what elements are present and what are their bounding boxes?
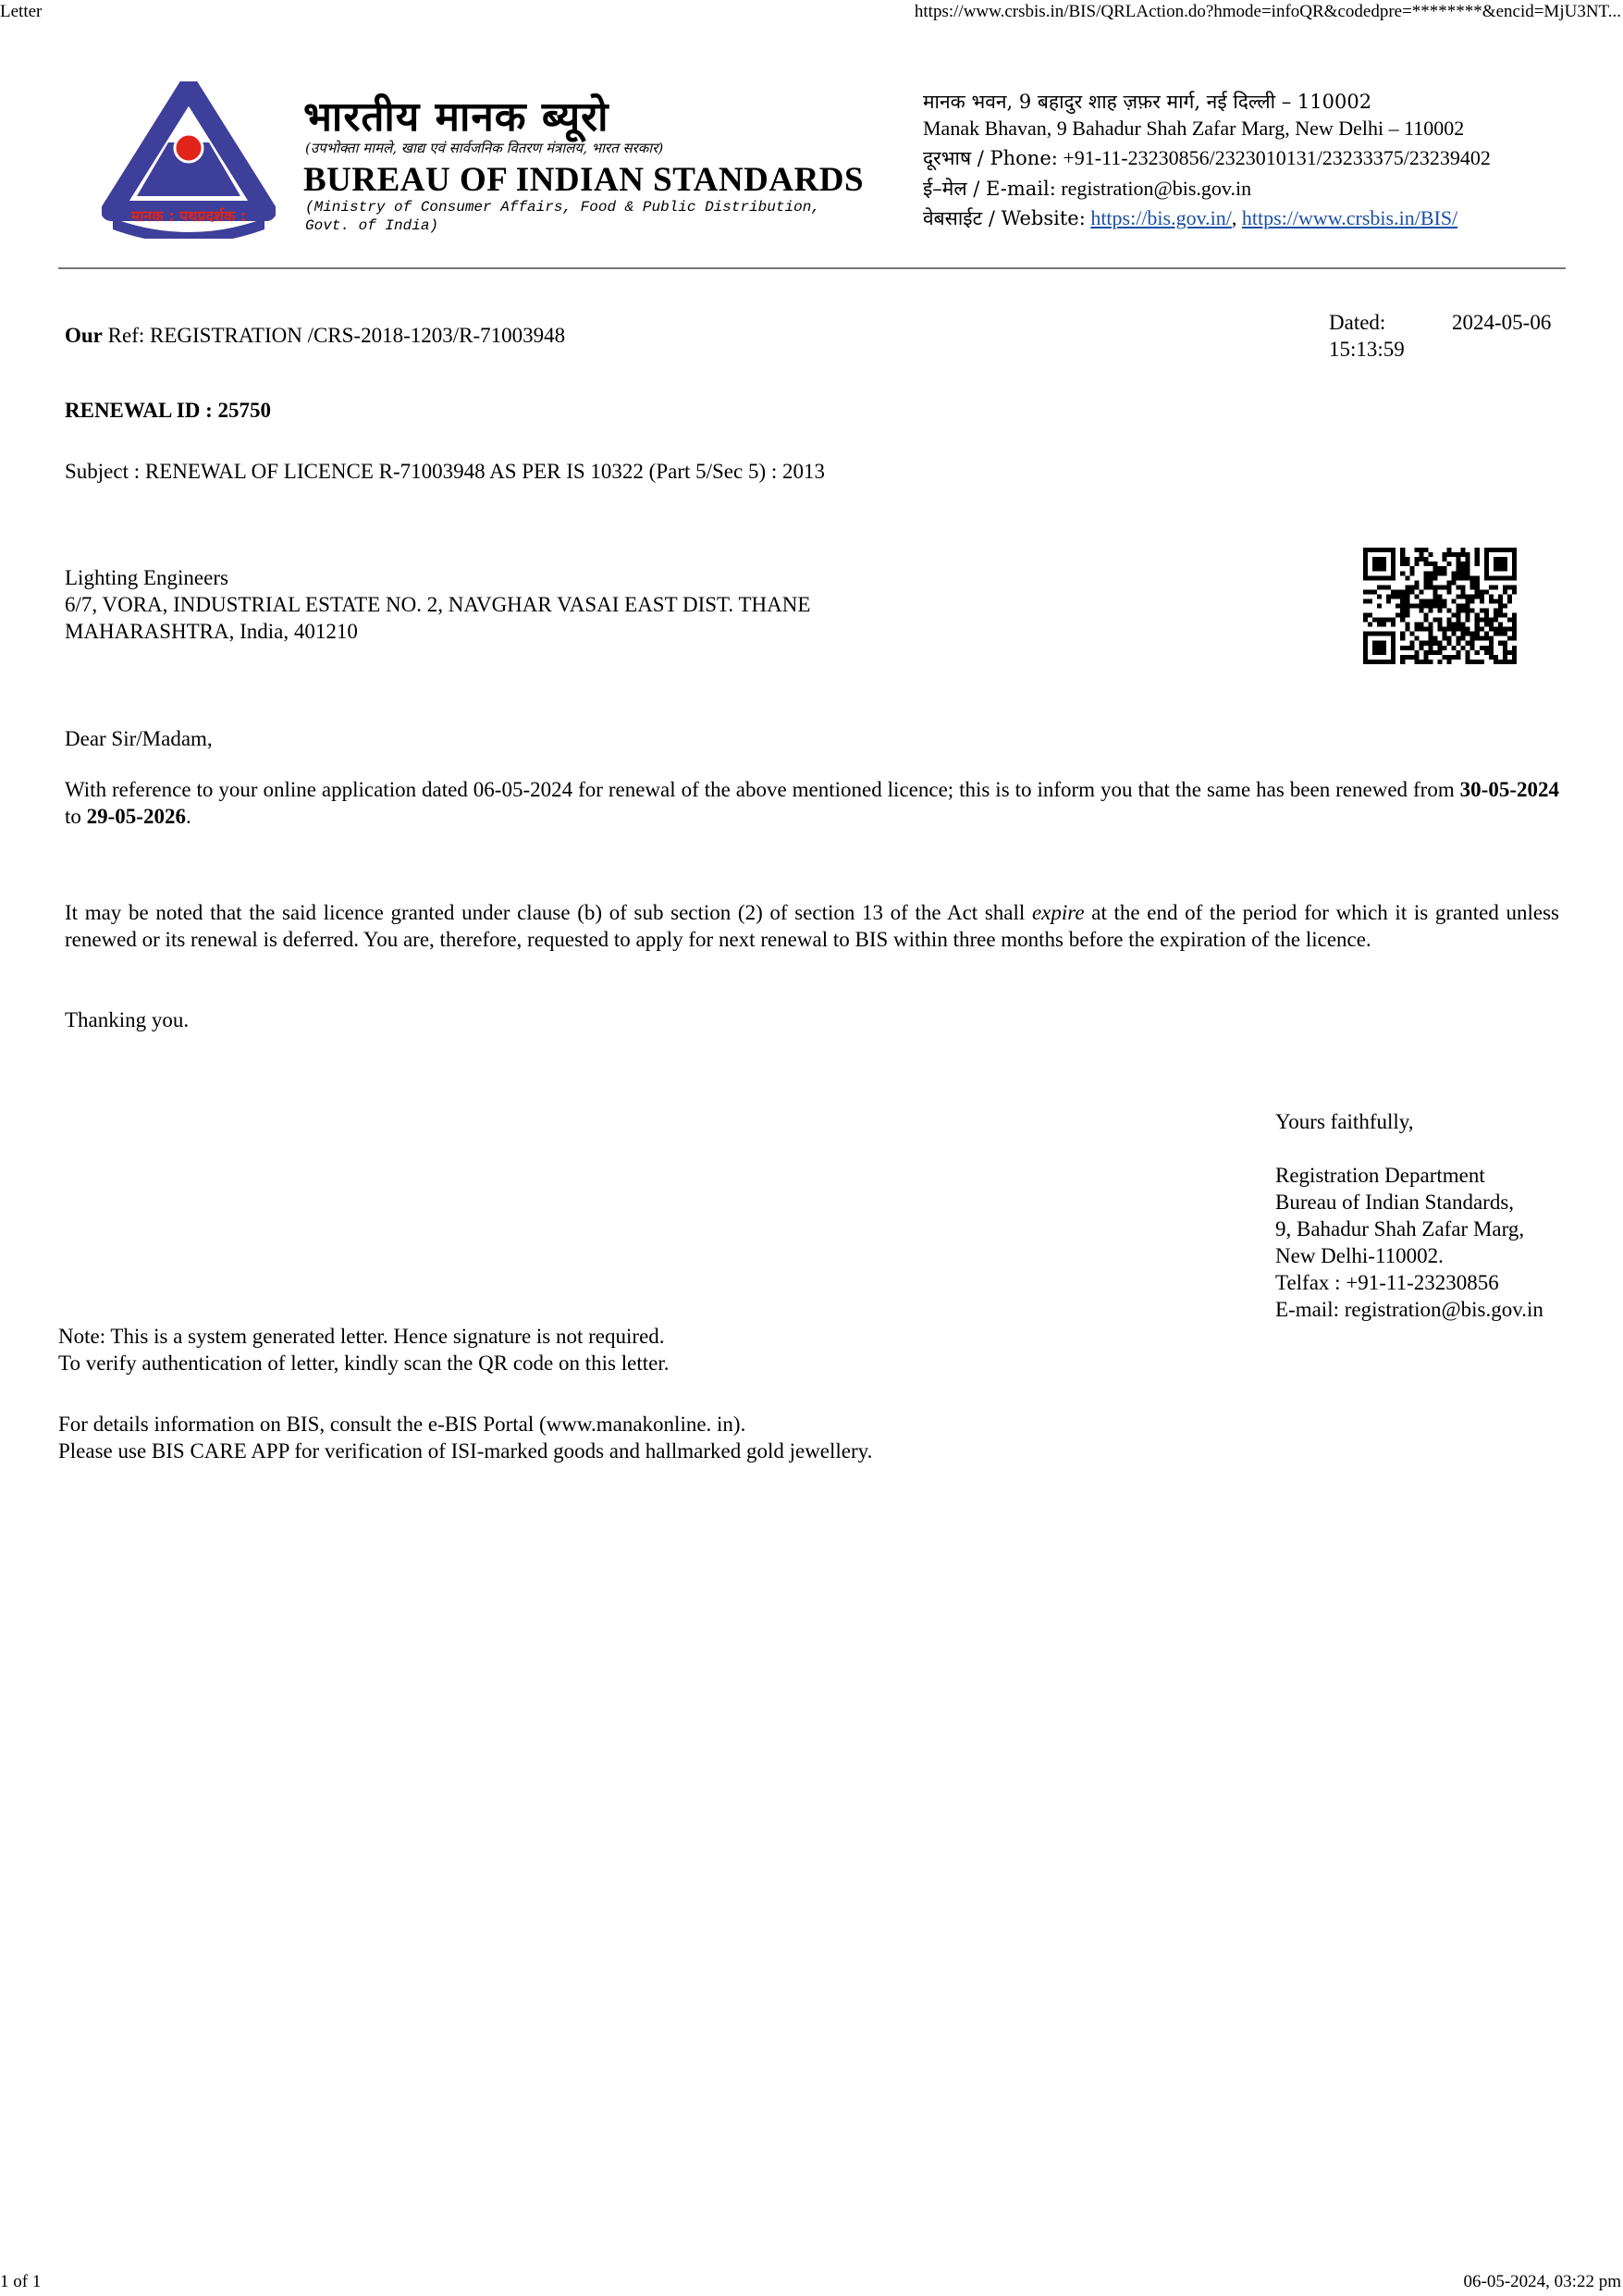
subject-line: Subject : RENEWAL OF LICENCE R-71003948 AS PER IS 10322 (Part 5/Sec 5) : 2013 [65,460,826,483]
note-line-2: To verify authentication of letter, kindly scan the QR code on this letter. [58,1352,670,1375]
info-line-1: For details information on BIS, consult the e-BIS Portal (www.manakonline. in). [58,1413,746,1436]
ministry-text [305,198,820,235]
print-header-url: https://www.crsbis.in/BIS/QRLAction.do?hmode=infoQR&codedpre=********&encid=MjU3NT... [914,2,1621,21]
qr-code [1363,548,1517,664]
website-separator: , [1231,206,1237,229]
renewal-to-date: 29-05-2026 [86,805,186,828]
sign-line-3: 9, Bahadur Shah Zafar Marg, [1275,1217,1525,1241]
print-timestamp: 06-05-2024, 03:22 pm [1463,2272,1621,2291]
sign-line-2: Bureau of Indian Standards, [1275,1191,1515,1214]
email-line [923,176,1251,202]
logo-motto: मानक : पथप्रदर्शक : [130,207,247,225]
hindi-org-name: भारतीय मानक ब्यूरो [303,93,609,141]
paragraph-expiry-text-a: It may be noted that the said licence granted under clause (b) of sub section (2) of section 13 of the Act shall [65,901,1026,924]
phone-line [923,145,1491,171]
paragraph-renewal [65,776,1559,830]
letterhead-divider [58,267,1566,269]
ministry-line-2: Govt. of India) [305,217,439,234]
sign-line-4: New Delhi-110002. [1275,1244,1444,1267]
english-org-name: BUREAU OF INDIAN STANDARDS [303,161,865,199]
website-line [923,205,1457,231]
expire-word: expire [1031,901,1085,924]
bis-logo [102,81,276,239]
addressee-name: Lighting Engineers [65,566,228,589]
renewal-from-date: 30-05-2024 [1459,778,1559,801]
info-line-2: Please use BIS CARE APP for verification of ISI-marked goods and hallmarked gold jewellery. [58,1439,873,1463]
paragraph-renewal-end: . [185,805,191,828]
renewal-id: RENEWAL ID : 25750 [65,399,272,422]
address-hindi: मानक भवन, 9 बहादुर शाह ज़फ़र मार्ग, नई दिल्ली – 110002 [923,91,1372,113]
paragraph-renewal-text: With reference to your online application dated 06-05-2024 for renewal of the above mentioned licence; this is to inform you that the same has been renewed from [65,778,1455,801]
sign-line-5: Telfax : +91-11-23230856 [1275,1271,1499,1294]
email-address: registration@bis.gov.in [1061,177,1252,200]
website-label: वेबसाईट / Website: [923,207,1086,229]
reference-our: Our [65,324,103,347]
closing: Yours faithfully, [1275,1110,1414,1133]
renewal-to-word: to [65,805,81,828]
hindi-ministry: (उपभोक्ता मामले, खाद्य एवं सार्वजनिक वितरण मंत्रालय, भारत सरकार) [305,140,664,156]
dated-label: Dated: [1329,311,1386,334]
thanking-line: Thanking you. [65,1008,190,1031]
website-link-crsbis[interactable]: https://www.crsbis.in/BIS/ [1241,206,1458,229]
note-line-1: Note: This is a system generated letter. Hence signature is not required. [58,1325,665,1348]
address-english: Manak Bhavan, 9 Bahadur Shah Zafar Marg, New Delhi – 110002 [923,117,1465,140]
addressee-line-2: MAHARASHTRA, India, 401210 [65,620,358,643]
print-header-title: Letter [0,2,43,21]
phone-number: +91-11-23230856/2323010131/23233375/23239402 [1063,146,1491,169]
reference-number: Ref: REGISTRATION /CRS-2018-1203/R-71003948 [107,324,566,347]
dated-date: 2024-05-06 [1452,311,1552,334]
phone-label: दूरभाष / Phone: [923,147,1058,169]
addressee-line-1: 6/7, VORA, INDUSTRIAL ESTATE NO. 2, NAVGHAR VASAI EAST DIST. THANE [65,593,811,616]
paragraph-expiry-text-b: at the end of the period for which it is granted unless renewed or its renewal is deferred. You are, therefore, requested to apply for next renewal to BIS within three months before the expiration of the licence. [65,901,1559,951]
print-page-count: 1 of 1 [0,2272,42,2291]
reference-line [65,324,565,348]
sign-line-1: Registration Department [1275,1164,1485,1187]
website-link-bis[interactable]: https://bis.gov.in/ [1090,206,1232,229]
ministry-line-1: (Ministry of Consumer Affairs, Food & Public Distribution, [305,199,820,216]
sign-line-6: E-mail: registration@bis.gov.in [1275,1298,1543,1321]
paragraph-expiry [65,899,1559,953]
email-label: ई–मेल / E-mail: [923,178,1056,200]
salutation: Dear Sir/Madam, [65,727,213,750]
dated-time: 15:13:59 [1329,338,1405,361]
